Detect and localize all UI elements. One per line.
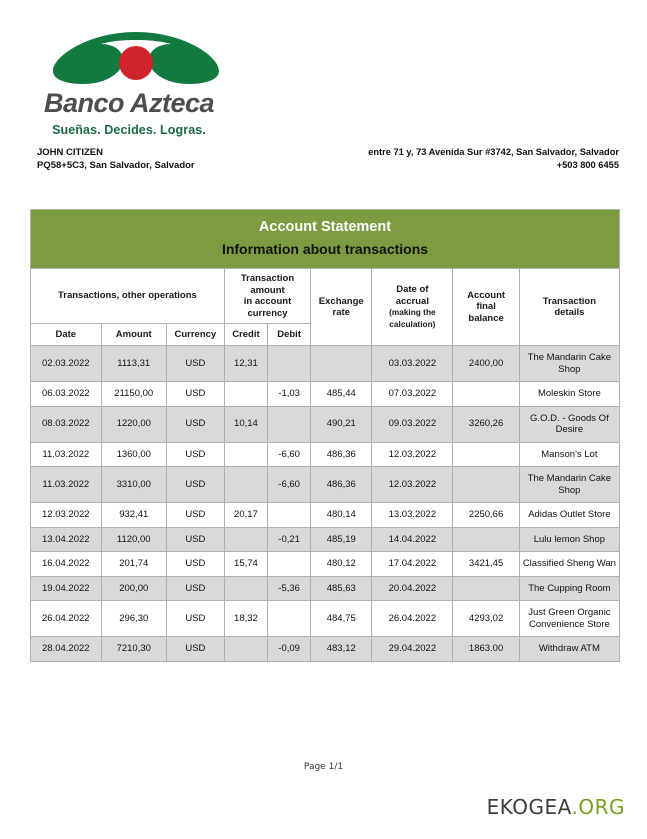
cell-details: Adidas Outlet Store [519, 503, 619, 528]
bank-contact-block [368, 146, 619, 172]
details-line-2: details [554, 307, 585, 318]
cell-details: Withdraw ATM [519, 637, 619, 662]
cell-debit [268, 406, 311, 442]
cell-exchange-rate: 480,14 [311, 503, 372, 528]
cell-date: 06.03.2022 [31, 382, 102, 407]
group-header-transactions: Transactions, other operations [31, 269, 225, 324]
cell-currency: USD [166, 406, 224, 442]
group-header-row [31, 269, 620, 324]
cell-amount: 3310,00 [101, 467, 166, 503]
cell-exchange-rate: 486,36 [311, 442, 372, 467]
cell-credit: 12,31 [224, 346, 267, 382]
column-header-debit: Debit [268, 324, 311, 346]
account-statement-table [30, 209, 620, 662]
cell-date: 16.04.2022 [31, 552, 102, 577]
cell-amount: 201,74 [101, 552, 166, 577]
cell-details: The Mandarin Cake Shop [519, 467, 619, 503]
cell-credit [224, 527, 267, 552]
table-row [31, 442, 620, 467]
cell-debit [268, 346, 311, 382]
cell-exchange-rate [311, 346, 372, 382]
cell-final-balance [453, 576, 519, 601]
cell-credit [224, 637, 267, 662]
cell-amount: 21150,00 [101, 382, 166, 407]
cell-date-accrual: 12.03.2022 [372, 442, 453, 467]
cell-date: 12.03.2022 [31, 503, 102, 528]
cell-details: The Mandarin Cake Shop [519, 346, 619, 382]
cell-date: 28.04.2022 [31, 637, 102, 662]
cell-currency: USD [166, 442, 224, 467]
cell-amount: 1120,00 [101, 527, 166, 552]
cell-date-accrual: 29.04.2022 [372, 637, 453, 662]
cell-credit [224, 576, 267, 601]
cell-date-accrual: 09.03.2022 [372, 406, 453, 442]
cell-date: 19.04.2022 [31, 576, 102, 601]
cell-final-balance: 2250,66 [453, 503, 519, 528]
table-row [31, 552, 620, 577]
cell-date: 26.04.2022 [31, 601, 102, 637]
cell-date-accrual: 20.04.2022 [372, 576, 453, 601]
cell-debit: -6,60 [268, 442, 311, 467]
cell-date-accrual: 17.04.2022 [372, 552, 453, 577]
cell-amount: 1360,00 [101, 442, 166, 467]
statement-title: Account Statement [258, 219, 392, 235]
cell-final-balance: 3260,26 [453, 406, 519, 442]
cell-details: Just Green Organic Convenience Store [519, 601, 619, 637]
details-line-1: Transaction [542, 295, 597, 307]
watermark [487, 795, 625, 819]
cell-debit: -1,03 [268, 382, 311, 407]
bank-slogan: Sueñas. Decides. Logras. [52, 123, 206, 137]
cell-date: 02.03.2022 [31, 346, 102, 382]
cell-date-accrual: 07.03.2022 [372, 382, 453, 407]
balance-line-2: final [476, 301, 496, 313]
table-row [31, 382, 620, 407]
cell-debit [268, 552, 311, 577]
cell-amount: 1220,00 [101, 406, 166, 442]
accrual-line-2: accrual [395, 295, 429, 307]
cell-exchange-rate: 485,19 [311, 527, 372, 552]
cell-final-balance: 2400,00 [453, 346, 519, 382]
document-header [0, 0, 647, 190]
customer-block [37, 146, 195, 172]
column-header-currency: Currency [166, 324, 224, 346]
cell-debit: -0,21 [268, 527, 311, 552]
cell-currency: USD [166, 637, 224, 662]
accrual-line-4: calculation) [389, 318, 436, 329]
table-row [31, 346, 620, 382]
cell-date-accrual: 26.04.2022 [372, 601, 453, 637]
cell-debit: -5,36 [268, 576, 311, 601]
cell-details: Lulu lemon Shop [519, 527, 619, 552]
cell-debit [268, 601, 311, 637]
cell-date: 13.04.2022 [31, 527, 102, 552]
table-row [31, 601, 620, 637]
customer-address: PQ58+5C3, San Salvador, Salvador [37, 160, 195, 171]
bank-phone-line: +503 800 6455 [556, 160, 619, 170]
table-row [31, 406, 620, 442]
cell-final-balance [453, 527, 519, 552]
statement-subtitle: Information about transactions [221, 241, 429, 257]
group-header-date-of-accrual [372, 269, 453, 346]
cell-debit: -0,09 [268, 637, 311, 662]
bank-address-line: entre 71 y, 73 Avenida Sur #3742, San Salvador, Salvador [368, 147, 619, 157]
cell-details: G.O.D. - Goods Of Desire [519, 406, 619, 442]
accrual-line-3: (making the [389, 307, 436, 317]
cell-currency: USD [166, 601, 224, 637]
cell-currency: USD [166, 382, 224, 407]
column-header-amount: Amount [101, 324, 166, 346]
cell-details: Classified Sheng Wan [519, 552, 619, 577]
table-body [31, 346, 620, 662]
cell-exchange-rate: 486,36 [311, 467, 372, 503]
cell-amount: 7210,30 [101, 637, 166, 662]
cell-currency: USD [166, 552, 224, 577]
cell-exchange-rate: 485,44 [311, 382, 372, 407]
cell-date: 11.03.2022 [31, 467, 102, 503]
balance-line-1: Account [467, 289, 506, 301]
statement-title-row [31, 210, 620, 269]
amount-currency-line-1: Transaction [240, 273, 295, 284]
table-head [31, 210, 620, 346]
group-header-amount-account-currency [224, 269, 310, 324]
cell-amount: 296,30 [101, 601, 166, 637]
amount-currency-line-2: amount [250, 284, 285, 296]
cell-debit [268, 503, 311, 528]
cell-credit [224, 382, 267, 407]
cell-currency: USD [166, 527, 224, 552]
cell-amount: 932,41 [101, 503, 166, 528]
cell-exchange-rate: 490,21 [311, 406, 372, 442]
watermark-tld: .ORG [571, 795, 625, 819]
exchange-rate-line-1: Exchange [318, 295, 364, 307]
table-row [31, 576, 620, 601]
cell-credit: 18,32 [224, 601, 267, 637]
cell-amount: 1113,31 [101, 346, 166, 382]
group-header-transaction-details [519, 269, 619, 346]
cell-exchange-rate: 483,12 [311, 637, 372, 662]
cell-currency: USD [166, 467, 224, 503]
cell-final-balance: 3421,45 [453, 552, 519, 577]
bank-wordmark: Banco Azteca [43, 88, 215, 118]
cell-date: 08.03.2022 [31, 406, 102, 442]
table-row [31, 467, 620, 503]
cell-currency: USD [166, 503, 224, 528]
amount-currency-line-3: in account [243, 296, 292, 307]
balance-line-3: balance [468, 312, 504, 324]
exchange-rate-line-2: rate [332, 307, 350, 318]
cell-date-accrual: 12.03.2022 [372, 467, 453, 503]
cell-date-accrual: 13.03.2022 [372, 503, 453, 528]
cell-credit: 20,17 [224, 503, 267, 528]
cell-final-balance: 4293,02 [453, 601, 519, 637]
column-header-credit: Credit [224, 324, 267, 346]
cell-credit [224, 442, 267, 467]
cell-details: The Cupping Room [519, 576, 619, 601]
cell-final-balance [453, 442, 519, 467]
cell-exchange-rate: 485,63 [311, 576, 372, 601]
cell-currency: USD [166, 576, 224, 601]
cell-details: Manson's Lot [519, 442, 619, 467]
cell-credit [224, 467, 267, 503]
table-row [31, 503, 620, 528]
page-number: Page 1/1 [303, 762, 344, 772]
cell-final-balance [453, 467, 519, 503]
cell-exchange-rate: 484,75 [311, 601, 372, 637]
bank-logo [31, 28, 241, 137]
cell-details: Moleskin Store [519, 382, 619, 407]
table-row [31, 637, 620, 662]
cell-credit: 15,74 [224, 552, 267, 577]
watermark-name: EKOGEA [486, 795, 572, 819]
column-header-date: Date [31, 324, 102, 346]
cell-date-accrual: 14.04.2022 [372, 527, 453, 552]
amount-currency-line-4: currency [247, 307, 288, 319]
cell-amount: 200,00 [101, 576, 166, 601]
cell-date-accrual: 03.03.2022 [372, 346, 453, 382]
azteca-eye-logo-icon [31, 28, 241, 86]
cell-date: 11.03.2022 [31, 442, 102, 467]
cell-currency: USD [166, 346, 224, 382]
group-header-exchange-rate [311, 269, 372, 346]
cell-exchange-rate: 480,12 [311, 552, 372, 577]
table-row [31, 527, 620, 552]
statement-title-cell [31, 210, 620, 269]
customer-name: JOHN CITIZEN [37, 147, 103, 158]
cell-final-balance: 1863.00 [453, 637, 519, 662]
cell-debit: -6,60 [268, 467, 311, 503]
cell-credit: 10,14 [224, 406, 267, 442]
cell-final-balance [453, 382, 519, 407]
group-header-account-final-balance [453, 269, 519, 346]
accrual-line-1: Date of [396, 284, 429, 295]
